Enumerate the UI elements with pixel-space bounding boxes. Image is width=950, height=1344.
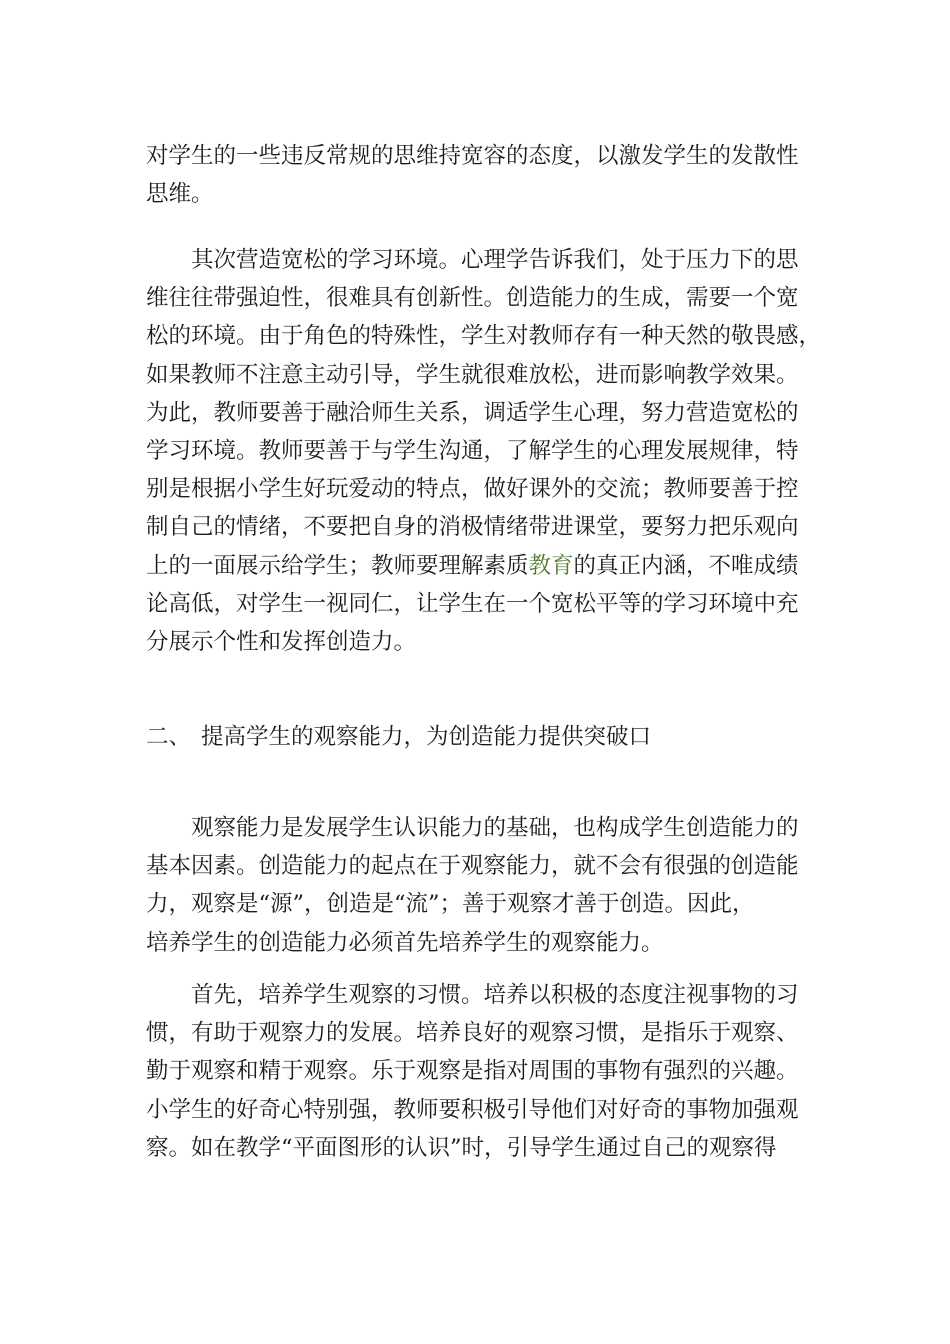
- text-line: 分展示个性和发挥创造力。: [146, 629, 417, 656]
- text-line: 松的环境。由于角色的特殊性，学生对教师存有一种天然的敬畏感，: [146, 323, 822, 350]
- text-line: 思维。: [146, 181, 214, 208]
- paragraph-2: [146, 241, 822, 661]
- education-link[interactable]: 教育: [528, 552, 574, 579]
- text-line: 基本因素。创造能力的起点在于观察能力，就不会有很强的创造能: [146, 853, 799, 880]
- text-line: 小学生的好奇心特别强，教师要积极引导他们对好奇的事物加强观: [146, 1096, 799, 1123]
- text-line: 维往往带强迫性，很难具有创新性。创造能力的生成，需要一个宽: [146, 285, 799, 312]
- text-line: [146, 547, 806, 585]
- text-line: 惯，有助于观察力的发展。培养良好的观察习惯，是指乐于观察、: [146, 1020, 799, 1047]
- section-number: 二、: [146, 724, 192, 750]
- text-line: 制自己的情绪，不要把自身的消极情绪带进课堂，要努力把乐观向: [146, 514, 799, 541]
- text-line: 观察能力是发展学生认识能力的基础，也构成学生创造能力的: [191, 815, 799, 841]
- text-line: 为此，教师要善于融洽师生关系，调适学生心理，努力营造宽松的: [146, 399, 799, 426]
- paragraph-1: [146, 137, 806, 213]
- section-title: 提高学生的观察能力，为创造能力提供突破口: [201, 724, 652, 750]
- text-line: 别是根据小学生好玩爱动的特点，做好课外的交流；教师要善于控: [146, 476, 799, 503]
- text-line: 力，观察是“源”，创造是“流”；善于观察才善于创造。因此，: [146, 891, 755, 918]
- text-line: 勤于观察和精于观察。乐于观察是指对周围的事物有强烈的兴趣。: [146, 1058, 799, 1085]
- text-line: 察。如在教学“平面图形的认识”时，引导学生通过自己的观察得: [146, 1134, 777, 1161]
- text-line: 学习环境。教师要善于与学生沟通，了解学生的心理发展规律，特: [146, 438, 799, 465]
- text-line: 培养学生的创造能力必须首先培养学生的观察能力。: [146, 929, 664, 956]
- text-line: 其次营造宽松的学习环境。心理学告诉我们，处于压力下的思: [191, 247, 799, 273]
- text-segment: 上的一面展示给学生；教师要理解素质: [146, 552, 529, 579]
- text-line: 论高低，对学生一视同仁，让学生在一个宽松平等的学习环境中充: [146, 590, 799, 617]
- paragraph-4: [146, 976, 806, 1167]
- text-line: 如果教师不注意主动引导，学生就很难放松，进而影响教学效果。: [146, 361, 799, 388]
- text-line: 对学生的一些违反常规的思维持宽容的态度，以激发学生的发散性: [146, 143, 799, 169]
- section-heading: [146, 718, 651, 756]
- paragraph-3: [146, 809, 806, 962]
- text-segment: 的真正内涵，不唯成绩: [573, 552, 799, 579]
- text-line: 首先，培养学生观察的习惯。培养以积极的态度注视事物的习: [191, 982, 799, 1008]
